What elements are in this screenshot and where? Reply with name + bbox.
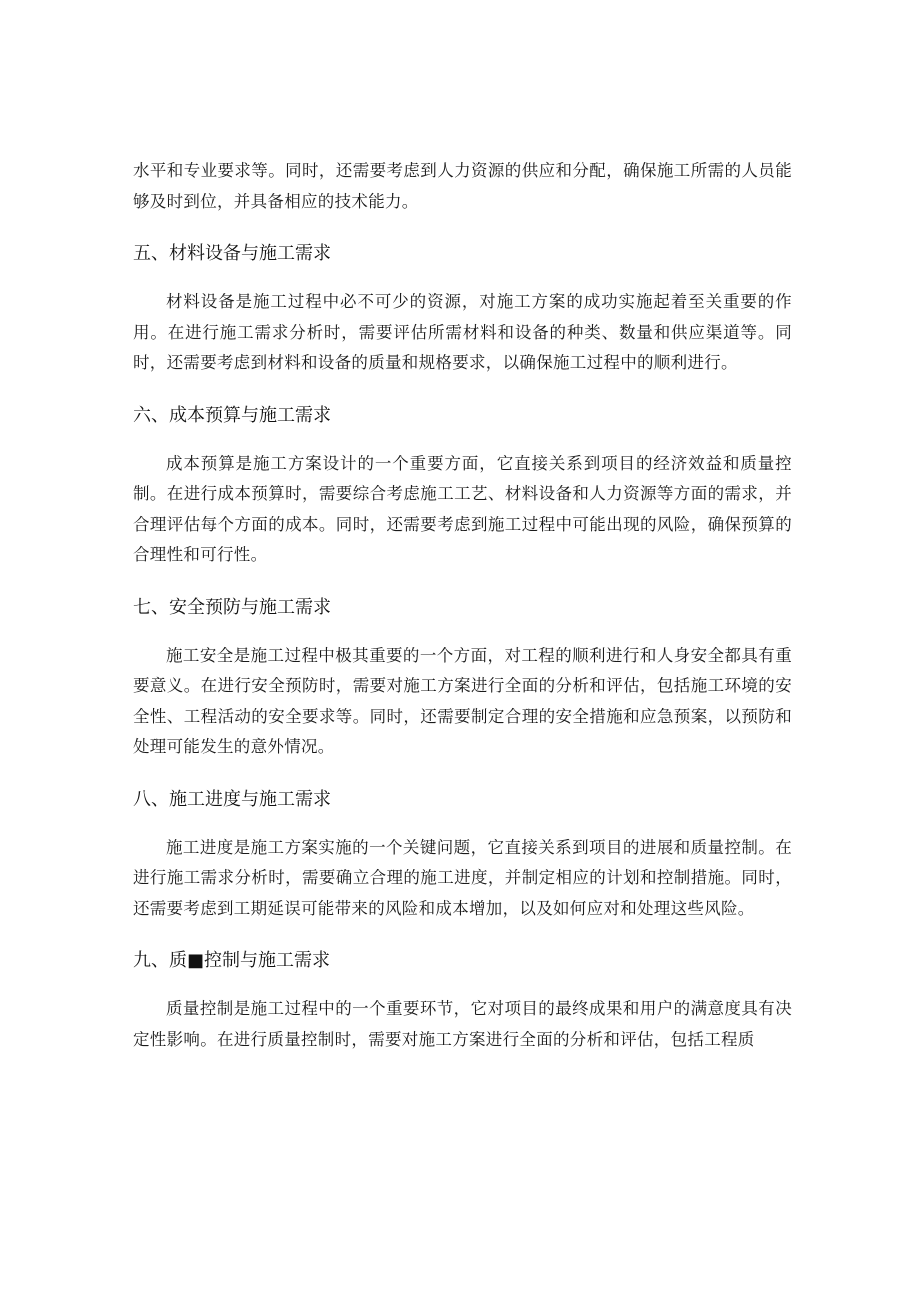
section-body-cost: 成本预算是施工方案设计的一个重要方面，它直接关系到项目的经济效益和质量控制。在进行成本预算时，需要综合考虑施工工艺、材料设备和人力资源等方面的需求，并合理评估每个方面的成本。同时，还需要考虑到施工过程中可能出现的风险，确保预算的合理性和可行性。	[133, 453, 792, 564]
section-heading-cost: 六、成本预算与施工需求	[133, 404, 331, 426]
section-heading-schedule: 八、施工进度与施工需求	[133, 788, 331, 810]
intro-paragraph: 水平和专业要求等。同时，还需要考虑到人力资源的供应和分配，确保施工所需的人员能够及时到位，并具备相应的技术能力。	[133, 161, 792, 211]
section-body-safety: 施工安全是施工过程中极其重要的一个方面，对工程的顺利进行和人身安全都具有重要意义。在进行安全预防时，需要对施工方案进行全面的分析和评估，包括施工环境的安全性、工程活动的安全要求等。同时，还需要制定合理的安全措施和应急预案，以预防和处理可能发生的意外情况。	[133, 645, 792, 756]
section-body-schedule: 施工进度是施工方案实施的一个关键问题，它直接关系到项目的进展和质量控制。在进行施工需求分析时，需要确立合理的施工进度，并制定相应的计划和控制措施。同时，还需要考虑到工期延误可能带来的风险和成本增加，以及如何应对和处理这些风险。	[133, 837, 792, 918]
section-heading-quality: 九、质■控制与施工需求	[133, 950, 331, 971]
section-body-materials: 材料设备是施工过程中必不可少的资源，对施工方案的成功实施起着至关重要的作用。在进行施工需求分析时，需要评估所需材料和设备的种类、数量和供应渠道等。同时，还需要考虑到材料和设备的质量和规格要求，以确保施工过程中的顺利进行。	[133, 292, 792, 372]
section-heading-materials: 五、材料设备与施工需求	[133, 243, 331, 264]
section-heading-safety: 七、安全预防与施工需求	[133, 596, 331, 618]
section-body-quality: 质量控制是施工过程中的一个重要环节，它对项目的最终成果和用户的满意度具有决定性影响。在进行质量控制时，需要对施工方案进行全面的分析和评估，包括工程质	[133, 999, 792, 1049]
